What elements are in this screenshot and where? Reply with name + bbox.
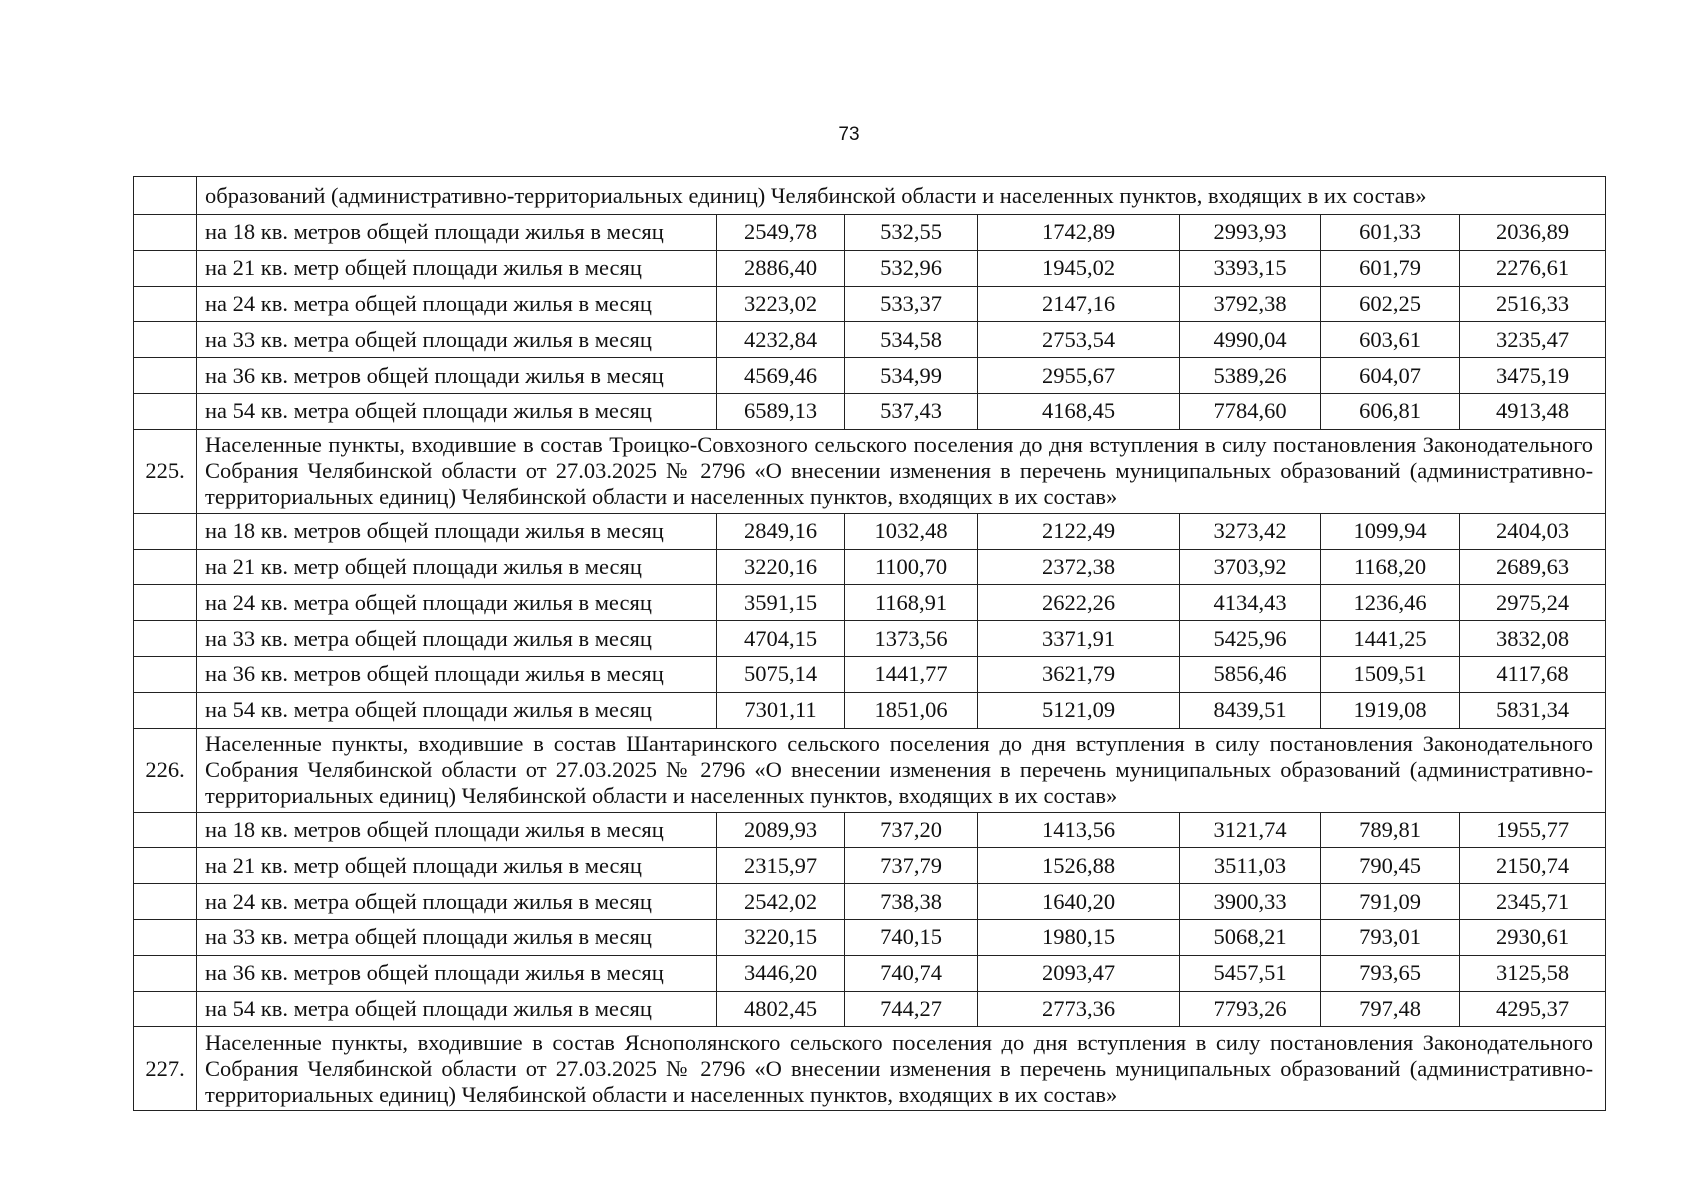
row-label: на 21 кв. метр общей площади жилья в месяц — [197, 250, 717, 286]
value-cell: 1236,46 — [1321, 585, 1460, 621]
value-cell: 2993,93 — [1180, 215, 1321, 251]
row-label: на 33 кв. метра общей площади жилья в месяц — [197, 919, 717, 955]
value-cell: 2930,61 — [1460, 919, 1606, 955]
value-cell: 602,25 — [1321, 286, 1460, 322]
group-index: 225. — [134, 429, 197, 513]
value-cell: 3223,02 — [717, 286, 845, 322]
value-cell: 2975,24 — [1460, 585, 1606, 621]
row-label: на 33 кв. метра общей площади жилья в месяц — [197, 322, 717, 358]
table-row — [134, 393, 1606, 429]
value-cell: 2150,74 — [1460, 848, 1606, 884]
row-label: на 18 кв. метров общей площади жилья в месяц — [197, 215, 717, 251]
value-cell: 793,65 — [1321, 955, 1460, 991]
value-cell: 2036,89 — [1460, 215, 1606, 251]
value-cell: 737,20 — [845, 812, 978, 848]
row-index-cell — [134, 884, 197, 920]
value-cell: 1441,25 — [1321, 621, 1460, 657]
value-cell: 2147,16 — [978, 286, 1180, 322]
value-cell: 1919,08 — [1321, 692, 1460, 728]
value-cell: 5457,51 — [1180, 955, 1321, 991]
value-cell: 4117,68 — [1460, 656, 1606, 692]
row-label: на 24 кв. метра общей площади жилья в месяц — [197, 585, 717, 621]
row-index-cell — [134, 393, 197, 429]
value-cell: 2122,49 — [978, 513, 1180, 549]
row-label: на 24 кв. метра общей площади жилья в месяц — [197, 884, 717, 920]
continuation-text: образований (административно-территориальных единиц) Челябинской области и населенных пунктов, входящих в их состав» — [197, 177, 1606, 215]
row-index-cell — [134, 358, 197, 394]
value-cell: 3832,08 — [1460, 621, 1606, 657]
value-cell: 606,81 — [1321, 393, 1460, 429]
table-row — [134, 286, 1606, 322]
row-label: на 24 кв. метра общей площади жилья в месяц — [197, 286, 717, 322]
value-cell: 2689,63 — [1460, 549, 1606, 585]
table-row — [134, 513, 1606, 549]
group-heading: Населенные пункты, входившие в состав Троицко-Совхозного сельского поселения до дня вступления в силу постановления Законодательного Собрания Челябинской области от 27.03.2025 № 2796 «О внесении изменения в перечень муниципальных образований (административно-территориальных единиц) Челябинской области и населенных пунктов, входящих в их состав» — [197, 429, 1606, 513]
table-row — [134, 621, 1606, 657]
row-label: на 54 кв. метра общей площади жилья в месяц — [197, 393, 717, 429]
row-label: на 21 кв. метр общей площади жилья в месяц — [197, 848, 717, 884]
value-cell: 2773,36 — [978, 991, 1180, 1027]
group-heading-row — [134, 429, 1606, 513]
row-index-cell — [134, 549, 197, 585]
value-cell: 3475,19 — [1460, 358, 1606, 394]
value-cell: 1509,51 — [1321, 656, 1460, 692]
value-cell: 534,58 — [845, 322, 978, 358]
value-cell: 1168,20 — [1321, 549, 1460, 585]
tariff-table — [133, 176, 1606, 1111]
value-cell: 2372,38 — [978, 549, 1180, 585]
value-cell: 797,48 — [1321, 991, 1460, 1027]
value-cell: 604,07 — [1321, 358, 1460, 394]
table-row — [134, 692, 1606, 728]
row-index-cell — [134, 585, 197, 621]
table-row — [134, 848, 1606, 884]
value-cell: 3220,16 — [717, 549, 845, 585]
table-row — [134, 919, 1606, 955]
value-cell: 7793,26 — [1180, 991, 1321, 1027]
table-row — [134, 585, 1606, 621]
value-cell: 1945,02 — [978, 250, 1180, 286]
value-cell: 532,55 — [845, 215, 978, 251]
value-cell: 3446,20 — [717, 955, 845, 991]
value-cell: 740,74 — [845, 955, 978, 991]
value-cell: 2315,97 — [717, 848, 845, 884]
row-label: на 18 кв. метров общей площади жилья в месяц — [197, 513, 717, 549]
value-cell: 791,09 — [1321, 884, 1460, 920]
row-label: на 54 кв. метра общей площади жилья в месяц — [197, 692, 717, 728]
group-index: 226. — [134, 728, 197, 812]
value-cell: 5831,34 — [1460, 692, 1606, 728]
row-index-cell — [134, 812, 197, 848]
value-cell: 1100,70 — [845, 549, 978, 585]
value-cell: 3703,92 — [1180, 549, 1321, 585]
value-cell: 2542,02 — [717, 884, 845, 920]
row-index-cell — [134, 286, 197, 322]
value-cell: 5075,14 — [717, 656, 845, 692]
value-cell: 7301,11 — [717, 692, 845, 728]
row-index-cell — [134, 322, 197, 358]
value-cell: 1640,20 — [978, 884, 1180, 920]
value-cell: 790,45 — [1321, 848, 1460, 884]
row-index-cell — [134, 621, 197, 657]
value-cell: 532,96 — [845, 250, 978, 286]
value-cell: 1032,48 — [845, 513, 978, 549]
table-row — [134, 250, 1606, 286]
value-cell: 4295,37 — [1460, 991, 1606, 1027]
value-cell: 537,43 — [845, 393, 978, 429]
value-cell: 4913,48 — [1460, 393, 1606, 429]
table-row — [134, 991, 1606, 1027]
value-cell: 5856,46 — [1180, 656, 1321, 692]
row-label: на 18 кв. метров общей площади жилья в месяц — [197, 812, 717, 848]
value-cell: 603,61 — [1321, 322, 1460, 358]
value-cell: 4990,04 — [1180, 322, 1321, 358]
value-cell: 3792,38 — [1180, 286, 1321, 322]
value-cell: 2404,03 — [1460, 513, 1606, 549]
table-row — [134, 215, 1606, 251]
value-cell: 1168,91 — [845, 585, 978, 621]
value-cell: 2345,71 — [1460, 884, 1606, 920]
value-cell: 4569,46 — [717, 358, 845, 394]
row-index-cell — [134, 919, 197, 955]
row-label: на 36 кв. метров общей площади жилья в месяц — [197, 656, 717, 692]
value-cell: 1851,06 — [845, 692, 978, 728]
value-cell: 4168,45 — [978, 393, 1180, 429]
value-cell: 3621,79 — [978, 656, 1180, 692]
value-cell: 737,79 — [845, 848, 978, 884]
value-cell: 1955,77 — [1460, 812, 1606, 848]
group-index: 227. — [134, 1027, 197, 1111]
value-cell: 2549,78 — [717, 215, 845, 251]
value-cell: 3591,15 — [717, 585, 845, 621]
row-index-cell — [134, 513, 197, 549]
continuation-row — [134, 177, 1606, 215]
value-cell: 6589,13 — [717, 393, 845, 429]
value-cell: 789,81 — [1321, 812, 1460, 848]
row-index-cell — [134, 177, 197, 215]
value-cell: 738,38 — [845, 884, 978, 920]
value-cell: 2753,54 — [978, 322, 1180, 358]
value-cell: 1980,15 — [978, 919, 1180, 955]
row-index-cell — [134, 692, 197, 728]
value-cell: 3235,47 — [1460, 322, 1606, 358]
value-cell: 3125,58 — [1460, 955, 1606, 991]
row-label: на 36 кв. метров общей площади жилья в месяц — [197, 358, 717, 394]
value-cell: 1099,94 — [1321, 513, 1460, 549]
value-cell: 2276,61 — [1460, 250, 1606, 286]
table-body — [134, 177, 1606, 1111]
value-cell: 534,99 — [845, 358, 978, 394]
table-row — [134, 549, 1606, 585]
group-heading: Населенные пункты, входившие в состав Яснополянского сельского поселения до дня вступления в силу постановления Законодательного Собрания Челябинской области от 27.03.2025 № 2796 «О внесении изменения в перечень муниципальных образований (административно-территориальных единиц) Челябинской области и населенных пунктов, входящих в их состав» — [197, 1027, 1606, 1111]
value-cell: 4802,45 — [717, 991, 845, 1027]
table-row — [134, 955, 1606, 991]
value-cell: 1413,56 — [978, 812, 1180, 848]
row-label: на 21 кв. метр общей площади жилья в месяц — [197, 549, 717, 585]
value-cell: 744,27 — [845, 991, 978, 1027]
page-number: 73 — [838, 124, 860, 145]
group-heading-row — [134, 1027, 1606, 1111]
value-cell: 1373,56 — [845, 621, 978, 657]
value-cell: 8439,51 — [1180, 692, 1321, 728]
value-cell: 4232,84 — [717, 322, 845, 358]
value-cell: 740,15 — [845, 919, 978, 955]
value-cell: 601,33 — [1321, 215, 1460, 251]
value-cell: 1526,88 — [978, 848, 1180, 884]
value-cell: 3393,15 — [1180, 250, 1321, 286]
row-label: на 36 кв. метров общей площади жилья в месяц — [197, 955, 717, 991]
value-cell: 601,79 — [1321, 250, 1460, 286]
row-index-cell — [134, 848, 197, 884]
row-label: на 54 кв. метра общей площади жилья в месяц — [197, 991, 717, 1027]
value-cell: 2955,67 — [978, 358, 1180, 394]
table-row — [134, 884, 1606, 920]
value-cell: 5068,21 — [1180, 919, 1321, 955]
value-cell: 5425,96 — [1180, 621, 1321, 657]
value-cell: 1742,89 — [978, 215, 1180, 251]
value-cell: 2622,26 — [978, 585, 1180, 621]
table-row — [134, 322, 1606, 358]
value-cell: 7784,60 — [1180, 393, 1321, 429]
value-cell: 533,37 — [845, 286, 978, 322]
row-label: на 33 кв. метра общей площади жилья в месяц — [197, 621, 717, 657]
table-row — [134, 812, 1606, 848]
value-cell: 4704,15 — [717, 621, 845, 657]
value-cell: 5389,26 — [1180, 358, 1321, 394]
value-cell: 1441,77 — [845, 656, 978, 692]
value-cell: 2089,93 — [717, 812, 845, 848]
value-cell: 5121,09 — [978, 692, 1180, 728]
value-cell: 3900,33 — [1180, 884, 1321, 920]
group-heading: Населенные пункты, входившие в состав Шантаринского сельского поселения до дня вступления в силу постановления Законодательного Собрания Челябинской области от 27.03.2025 № 2796 «О внесении изменения в перечень муниципальных образований (административно-территориальных единиц) Челябинской области и населенных пунктов, входящих в их состав» — [197, 728, 1606, 812]
row-index-cell — [134, 250, 197, 286]
value-cell: 2093,47 — [978, 955, 1180, 991]
table-row — [134, 358, 1606, 394]
value-cell: 3511,03 — [1180, 848, 1321, 884]
row-index-cell — [134, 991, 197, 1027]
value-cell: 4134,43 — [1180, 585, 1321, 621]
row-index-cell — [134, 656, 197, 692]
value-cell: 793,01 — [1321, 919, 1460, 955]
value-cell: 2886,40 — [717, 250, 845, 286]
value-cell: 3220,15 — [717, 919, 845, 955]
value-cell: 2516,33 — [1460, 286, 1606, 322]
table-row — [134, 656, 1606, 692]
row-index-cell — [134, 215, 197, 251]
value-cell: 3121,74 — [1180, 812, 1321, 848]
value-cell: 2849,16 — [717, 513, 845, 549]
value-cell: 3273,42 — [1180, 513, 1321, 549]
group-heading-row — [134, 728, 1606, 812]
row-index-cell — [134, 955, 197, 991]
value-cell: 3371,91 — [978, 621, 1180, 657]
